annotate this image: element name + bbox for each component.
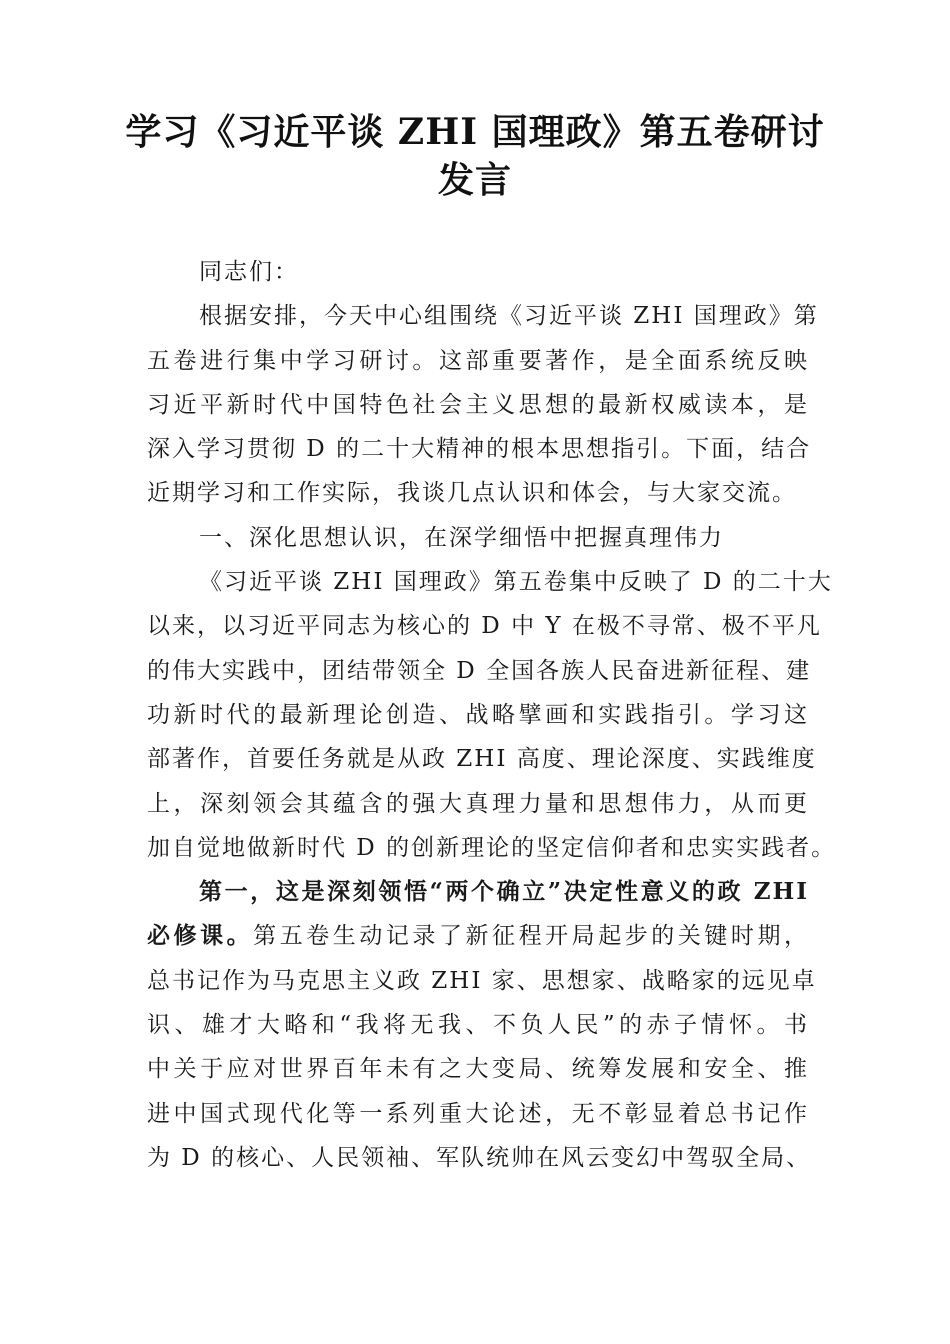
- paragraph-line: 习近平新时代中国特色社会主义思想的最新权威读本，是: [147, 391, 809, 418]
- paragraph-text: 第五卷生动记录了新征程开局起步的关键时期，: [253, 923, 810, 950]
- bold-lead-text: 必修课。: [147, 922, 254, 950]
- paragraph-3: [147, 870, 817, 1180]
- paragraph-line: 总书记作为马克思主义政 ZHI 家、思想家、战略家的远见卓: [147, 967, 817, 994]
- paragraph-line: 上，深刻领会其蕴含的强大真理力量和思想伟力，从而更: [147, 790, 809, 817]
- salutation: 同志们：: [199, 259, 299, 285]
- paragraph-line: 中关于应对世界百年未有之大变局、统筹发展和安全、推: [147, 1056, 809, 1083]
- paragraph-line: 根据安排，今天中心组围绕《习近平谈 ZHI 国理政》第: [199, 303, 819, 330]
- paragraph-line: 部著作，首要任务就是从政 ZHI 高度、理论深度、实践维度: [147, 746, 817, 773]
- bold-lead-line: 第一，这是深刻领悟“两个确立”决定性意义的政 ZHI: [199, 878, 809, 906]
- paragraph-line-mixed: [147, 914, 809, 958]
- title-line-1: 学习《习近平谈 ZHI 国理政》第五卷研讨: [125, 111, 825, 153]
- section-heading: 一、深化思想认识，在深学细悟中把握真理伟力: [199, 524, 724, 551]
- paragraph-line: 五卷进行集中学习研讨。这部重要著作，是全面系统反映: [147, 347, 809, 374]
- paragraph-2: [147, 560, 837, 870]
- paragraph-line: 以来，以习近平同志为核心的 D 中 Y 在极不寻常、极不平凡: [147, 613, 822, 640]
- title-line-2: 发言: [437, 159, 512, 201]
- paragraph-line: 深入学习贯彻 D 的二十大精神的根本思想指引。下面，结合: [147, 436, 812, 463]
- paragraph-line: 《习近平谈 ZHI 国理政》第五卷集中反映了 D 的二十大: [199, 569, 833, 596]
- document-body: [147, 250, 837, 1180]
- paragraph-line: 进中国式现代化等一系列重大论述，无不彰显着总书记作: [147, 1100, 809, 1127]
- document-title: [120, 108, 830, 204]
- paragraph-line: 为 D 的核心、人民领袖、军队统帅在风云变幻中驾驭全局、: [147, 1144, 812, 1171]
- paragraph-line: 识、雄才大略和“我将无我、不负人民”的赤子情怀。书: [147, 1012, 809, 1039]
- paragraph-line: 近期学习和工作实际，我谈几点认识和体会，与大家交流。: [147, 480, 797, 507]
- paragraph-line: 的伟大实践中，团结带领全 D 全国各族人民奋进新征程、建: [147, 657, 812, 684]
- paragraph-line: 加自觉地做新时代 D 的创新理论的坚定信仰者和忠实实践者。: [147, 834, 837, 861]
- paragraph-line: 功新时代的最新理论创造、战略擘画和实践指引。学习这: [147, 701, 809, 728]
- paragraph-1: [147, 294, 819, 515]
